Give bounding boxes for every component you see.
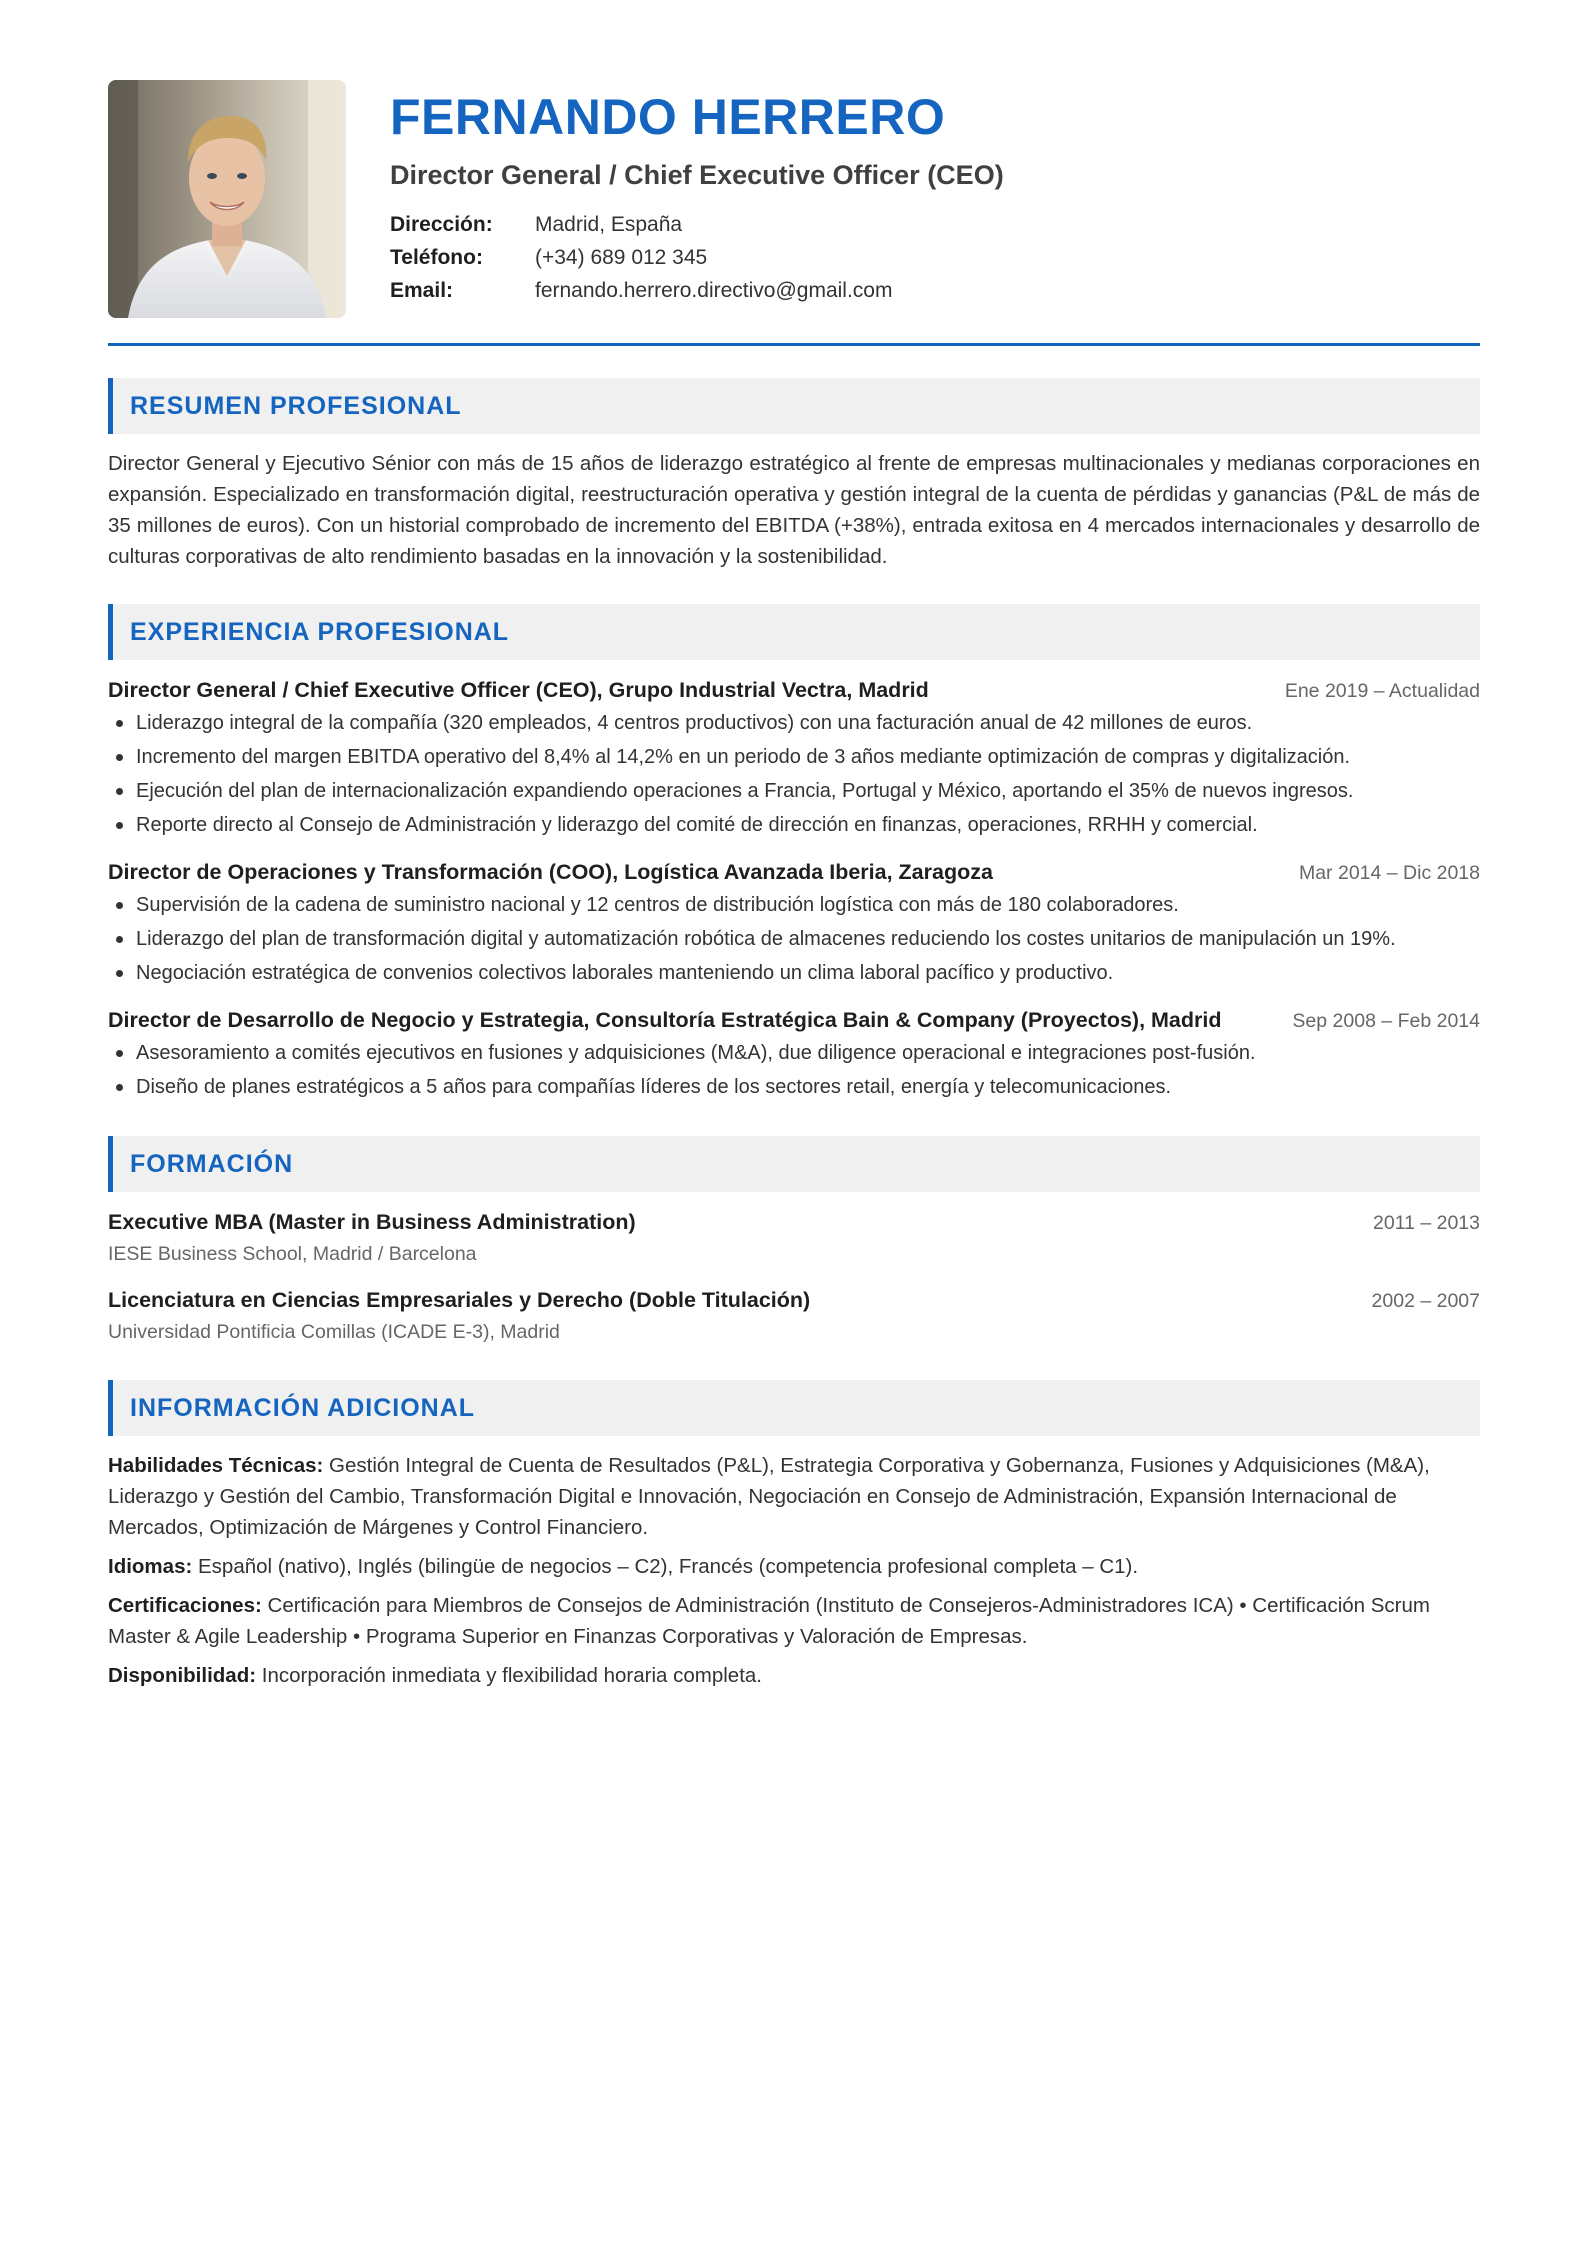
job-role: Director General / Chief Executive Officer (CEO), Grupo Industrial Vectra, Madrid [108, 678, 929, 702]
job-bullets [108, 706, 1480, 842]
job-bullet: Supervisión de la cadena de suministro nacional y 12 centros de distribución logística con más de 180 colaboradores. [108, 888, 1480, 922]
job-bullet: Ejecución del plan de internacionalización expandiendo operaciones a Francia, Portugal y México, aportando el 35% de nuevos ingresos. [108, 774, 1480, 808]
additional-label: Idiomas: [108, 1555, 193, 1578]
contact-label: Teléfono: [390, 246, 483, 269]
additional-text: Español (nativo), Inglés (bilingüe de negocios – C2), Francés (competencia profesional completa – C1). [198, 1555, 1139, 1578]
candidate-title: Director General / Chief Executive Officer (CEO) [390, 160, 1004, 190]
job-bullet: Diseño de planes estratégicos a 5 años para compañías líderes de los sectores retail, energía y telecomunicaciones. [108, 1070, 1480, 1104]
contact-email: fernando.herrero.directivo@gmail.com [535, 279, 893, 302]
section-additional-heading [108, 1380, 1480, 1436]
job-entry [108, 856, 1480, 990]
job-dates: Mar 2014 – Dic 2018 [1298, 862, 1480, 884]
contact-address: Madrid, España [535, 213, 683, 236]
contact-label: Email: [390, 279, 454, 302]
job-bullet: Negociación estratégica de convenios colectivos laborales manteniendo un clima laboral pacífico y productivo. [108, 956, 1480, 990]
job-role: Director de Desarrollo de Negocio y Estrategia, Consultoría Estratégica Bain & Company (Proyectos), Madrid [108, 1008, 1222, 1032]
header-info [390, 80, 1480, 307]
job-entry [108, 674, 1480, 842]
additional-skills [108, 1450, 1480, 1543]
job-entry [108, 1004, 1480, 1104]
additional-languages [108, 1551, 1480, 1582]
additional-info [108, 1450, 1480, 1691]
section-summary-heading [108, 378, 1480, 434]
education-degree: Executive MBA (Master in Business Administration) [108, 1210, 636, 1234]
candidate-name: FERNANDO HERRERO [390, 89, 946, 145]
education-entry [108, 1206, 1480, 1270]
contact-address-row [390, 208, 1480, 241]
education-dates: 2002 – 2007 [1371, 1290, 1480, 1312]
section-title: INFORMACIÓN ADICIONAL [130, 1393, 476, 1422]
contact-phone-row [390, 241, 1480, 274]
contact-label: Dirección: [390, 213, 493, 236]
job-dates: Sep 2008 – Feb 2014 [1292, 1010, 1480, 1032]
education-header [108, 1284, 1480, 1316]
resume-header [108, 0, 1480, 346]
education-header [108, 1206, 1480, 1238]
section-title: FORMACIÓN [130, 1149, 294, 1178]
job-dates: Ene 2019 – Actualidad [1284, 680, 1480, 702]
job-header [108, 674, 1480, 706]
additional-availability [108, 1660, 1480, 1691]
contact-list [390, 208, 1480, 307]
education-dates: 2011 – 2013 [1373, 1212, 1480, 1234]
job-header [108, 856, 1480, 888]
job-header [108, 1004, 1480, 1036]
additional-label: Disponibilidad: [108, 1664, 257, 1687]
additional-text: Certificación para Miembros de Consejos de Administración (Instituto de Consejeros-Administradores ICA) • Certificación Scrum Master & Agile Leadership • Programa Superior en Finanzas Corporativas y Valoración de Empresas. [108, 1594, 1430, 1648]
additional-text: Incorporación inmediata y flexibilidad horaria completa. [261, 1664, 762, 1687]
education-school: Universidad Pontificia Comillas (ICADE E-3), Madrid [108, 1321, 560, 1343]
additional-text: Gestión Integral de Cuenta de Resultados (P&L), Estrategia Corporativa y Gobernanza, Fusiones y Adquisiciones (M&A), Liderazgo y Gestión del Cambio, Transformación Digital e Innovación, Negociación en Consejo de Administración, Expansión Internacional de Mercados, Optimización de Márgenes y Control Financiero. [108, 1454, 1430, 1539]
education-entry [108, 1284, 1480, 1348]
additional-label: Habilidades Técnicas: [108, 1454, 324, 1477]
contact-email-row [390, 274, 1480, 307]
profile-photo [108, 80, 346, 318]
job-bullet: Liderazgo del plan de transformación digital y automatización robótica de almacenes reduciendo los costes unitarios de manipulación un 19%. [108, 922, 1480, 956]
education-degree: Licenciatura en Ciencias Empresariales y Derecho (Doble Titulación) [108, 1288, 811, 1312]
summary-text: Director General y Ejecutivo Sénior con más de 15 años de liderazgo estratégico al frente de empresas multinacionales y medianas corporaciones en expansión. Especializado en transformación digital, reestructuración operativa y gestión integral de la cuenta de pérdidas y ganancias (P&L de más de 35 millones de euros). Con un historial comprobado de incremento del EBITDA (+38%), entrada exitosa en 4 mercados internacionales y desarrollo de culturas corporativas de alto rendimiento basadas en la innovación y la sostenibilidad. [108, 452, 1480, 568]
job-bullets [108, 1036, 1480, 1104]
section-title: RESUMEN PROFESIONAL [130, 391, 462, 420]
additional-label: Certificaciones: [108, 1594, 262, 1617]
job-bullet: Asesoramiento a comités ejecutivos en fusiones y adquisiciones (M&A), due diligence operacional e integraciones post-fusión. [108, 1036, 1480, 1070]
section-experience-heading [108, 604, 1480, 660]
education-school: IESE Business School, Madrid / Barcelona [108, 1243, 477, 1265]
section-title: EXPERIENCIA PROFESIONAL [130, 617, 510, 646]
job-role: Director de Operaciones y Transformación (COO), Logística Avanzada Iberia, Zaragoza [108, 860, 993, 884]
job-bullets [108, 888, 1480, 990]
job-bullet: Reporte directo al Consejo de Administración y liderazgo del comité de dirección en finanzas, operaciones, RRHH y comercial. [108, 808, 1480, 842]
section-education-heading [108, 1136, 1480, 1192]
job-bullet: Incremento del margen EBITDA operativo del 8,4% al 14,2% en un periodo de 3 años mediante optimización de compras y digitalización. [108, 740, 1480, 774]
job-bullet: Liderazgo integral de la compañía (320 empleados, 4 centros productivos) con una facturación anual de 42 millones de euros. [108, 706, 1480, 740]
contact-phone: (+34) 689 012 345 [535, 246, 708, 269]
additional-certifications [108, 1590, 1480, 1652]
